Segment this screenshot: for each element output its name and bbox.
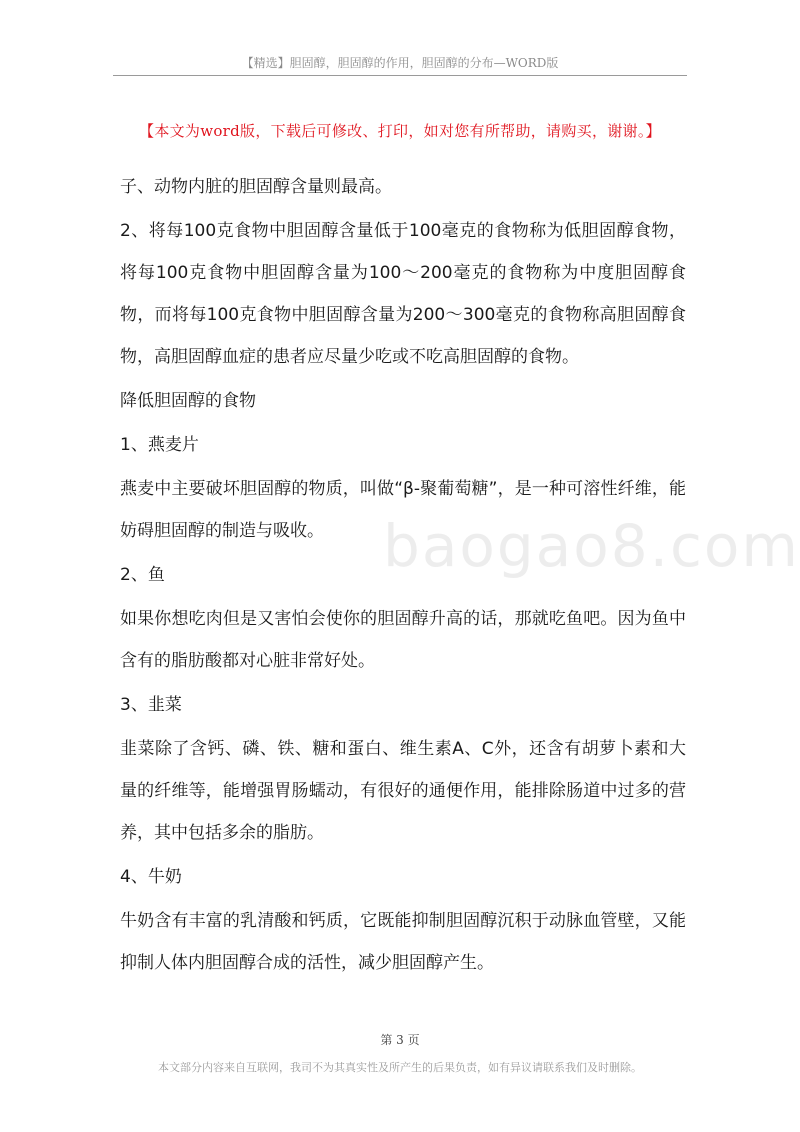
paragraph: 燕麦中主要破坏胆固醇的物质，叫做“β-聚葡萄糖”，是一种可溶性纤维，能妨碍胆固醇的制造与吸收。	[120, 479, 686, 541]
document-body	[120, 166, 686, 984]
item-heading: 4、牛奶	[120, 867, 182, 887]
header-divider	[113, 75, 687, 76]
paragraph: 牛奶含有丰富的乳清酸和钙质，它既能抑制胆固醇沉积于动脉血管壁，又能抑制人体内胆固醇合成的活性，减少胆固醇产生。	[120, 911, 686, 973]
paragraph: 2、将每100克食物中胆固醇含量低于100毫克的食物称为低胆固醇食物，将每100克食物中胆固醇含量为100～200毫克的食物称为中度胆固醇食物，而将每100克食物中胆固醇含量为200～300毫克的食物称高胆固醇食物，高胆固醇血症的患者应尽量少吃或不吃高胆固醇的食物。	[120, 221, 686, 367]
edit-notice: 【本文为word版，下载后可修改、打印，如对您有所帮助，请购买，谢谢。】	[139, 122, 661, 140]
watermark: baogao8.com	[383, 512, 800, 580]
section-heading: 降低胆固醇的食物	[120, 391, 256, 411]
item-heading: 1、燕麦片	[120, 435, 199, 455]
paragraph: 子、动物内脏的胆固醇含量则最高。	[120, 177, 392, 197]
paragraph: 如果你想吃肉但是又害怕会使你的胆固醇升高的话，那就吃鱼吧。因为鱼中含有的脂肪酸都对心脏非常好处。	[120, 609, 686, 671]
page-footer: 本文部分内容来自互联网，我司不为其真实性及所产生的后果负责，如有异议请联系我们及时删除。	[158, 1061, 642, 1074]
page-header: 【精选】胆固醇，胆固醇的作用，胆固醇的分布—WORD版	[241, 56, 559, 70]
paragraph: 韭菜除了含钙、磷、铁、糖和蛋白、维生素A、C外，还含有胡萝卜素和大量的纤维等，能增强胃肠蠕动，有很好的通便作用，能排除肠道中过多的营养，其中包括多余的脂肪。	[120, 739, 686, 843]
page-number: 第 3 页	[380, 1033, 420, 1047]
item-heading: 3、韭菜	[120, 695, 182, 715]
item-heading: 2、鱼	[120, 565, 165, 585]
